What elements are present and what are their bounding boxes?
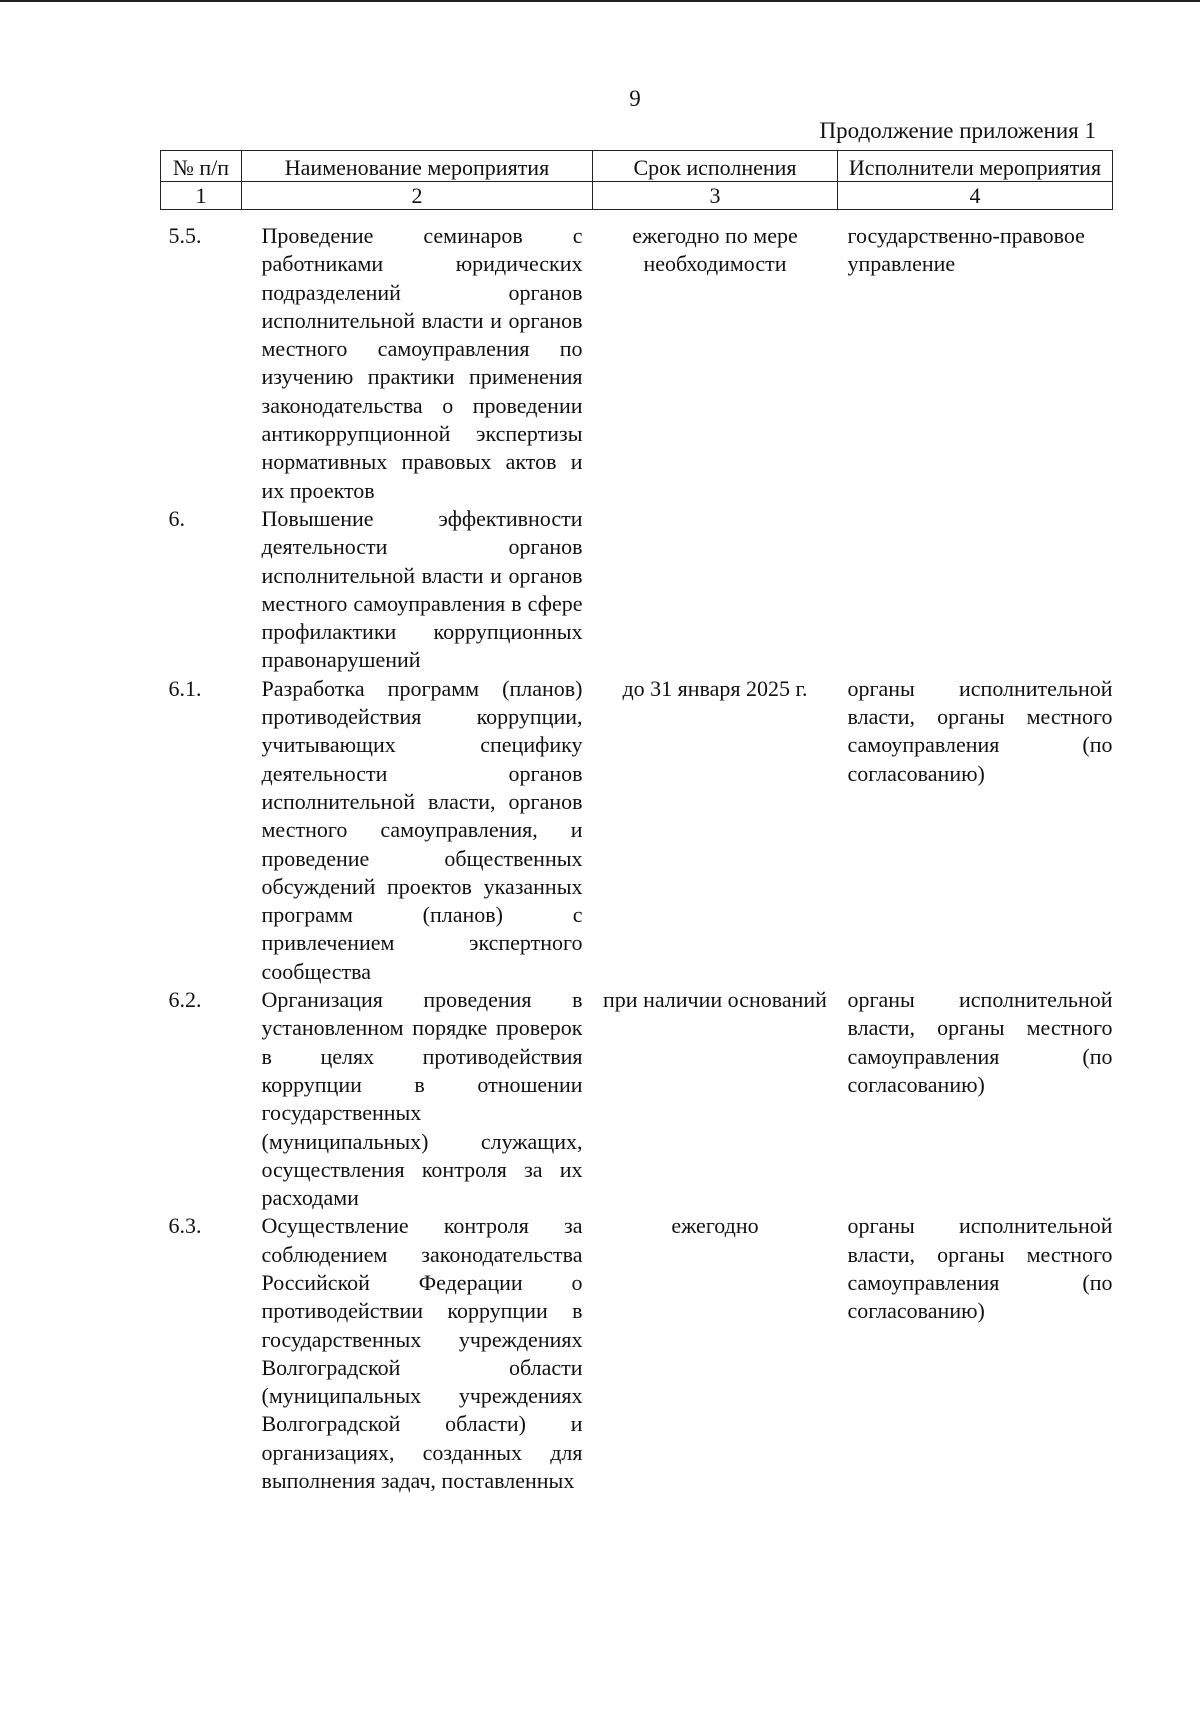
table-row: [161, 675, 1113, 986]
table-row: [161, 222, 1113, 505]
events-table: [160, 150, 1113, 1495]
row-event-name: Повышение эффективности деятельности органов исполнительной власти и органов местного самоуправления в сфере профилактики коррупционных правонарушений: [261, 505, 583, 673]
row-number: 6.3.: [168, 1213, 202, 1239]
page-number: 9: [629, 86, 641, 111]
column-number-4: 4: [838, 182, 1113, 210]
document-sheet: [160, 150, 1112, 1495]
table-header: [161, 151, 1113, 210]
row-event-name: Осуществление контроля за соблюдением законодательства Российской Федерации о противодействии коррупции в государственных учреждениях Волгоградской области (муниципальных учреждениях Волгоградской области) и организациях, созданных для выполнения задач, поставленных: [261, 1213, 583, 1494]
column-number-3: 3: [593, 182, 838, 210]
row-deadline: до 31 января 2025 г.: [622, 675, 808, 701]
header-event-name: Наименование мероприятия: [242, 151, 593, 182]
column-number-2: 2: [242, 182, 593, 210]
table-row: [161, 505, 1113, 675]
row-event-name: Организация проведения в установленном порядке проверок в целях противодействия коррупции в отношении государственных (муниципальных) служащих, осуществления контроля за их расходами: [261, 987, 583, 1211]
row-executors: органы исполнительной власти, органы местного самоуправления (по согласованию): [847, 675, 1113, 786]
row-deadline: ежегодно: [671, 1213, 759, 1239]
table-row: [161, 986, 1113, 1212]
header-executors: Исполнители мероприятия: [838, 151, 1113, 182]
row-executors: органы исполнительной власти, органы местного самоуправления (по согласованию): [847, 1213, 1113, 1324]
page-top-edge: [0, 0, 1200, 2]
table-row: [161, 1212, 1113, 1495]
row-executors: органы исполнительной власти, органы местного самоуправления (по согласованию): [847, 987, 1113, 1097]
appendix-continuation-label: Продолжение приложения 1: [819, 118, 1096, 143]
row-executors: государственно-правовое управление: [847, 223, 1085, 277]
header-number: № п/п: [161, 151, 242, 182]
column-number-1: 1: [161, 182, 242, 210]
row-deadline: [593, 505, 838, 675]
row-number: 6.2.: [168, 987, 202, 1013]
table-body: [161, 210, 1113, 1496]
row-event-name: Проведение семинаров с работниками юридических подразделений органов исполнительной власти и органов местного самоуправления по изучению практики применения законодательства о проведении антикоррупционной экспертизы нормативных правовых актов и их проектов: [261, 223, 583, 503]
row-number: 6.1.: [168, 675, 202, 701]
row-event-name: Разработка программ (планов) противодействия коррупции, учитывающих специфику деятельности органов исполнительной власти, органов местного самоуправления, и проведение общественных обсуждений проектов указанных программ (планов) с привлечением экспертного сообщества: [261, 675, 583, 984]
row-deadline: при наличии оснований: [603, 987, 827, 1013]
row-executors: [838, 505, 1113, 675]
row-deadline: ежегодно по мере необходимости: [632, 223, 798, 277]
row-number: 6.: [168, 505, 185, 531]
row-number: 5.5.: [168, 223, 202, 248]
header-deadline: Срок исполнения: [593, 151, 838, 182]
